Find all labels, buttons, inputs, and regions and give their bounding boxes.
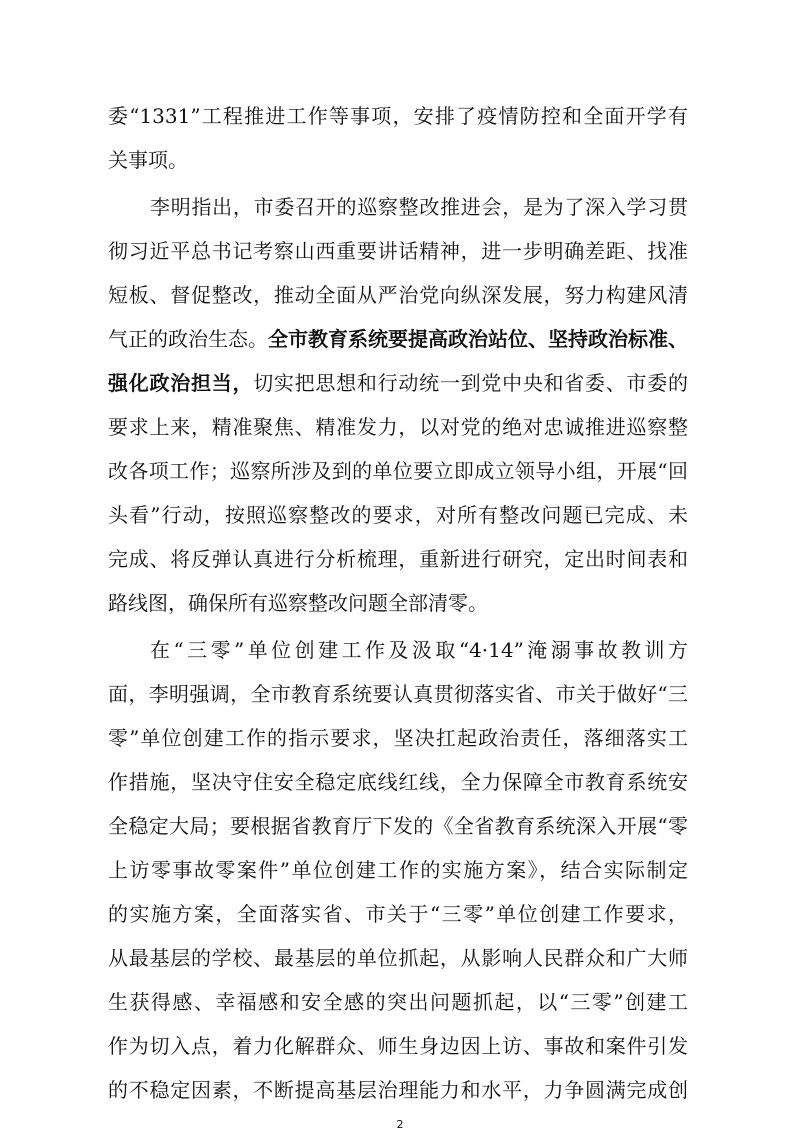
text-line [108, 1026, 688, 1066]
emphasis-text: 强化政治担当， [108, 371, 254, 395]
text-line [108, 850, 688, 890]
text-segment: 的实施方案，全面落实省、市关于“三零”单位创建工作要求， [108, 902, 688, 926]
text-segment: 生获得感、幸福感和安全感的突出问题抓起，以“三零”创建工 [108, 990, 688, 1014]
text-segment: 切实把思想和行动统一到党中央和省委、市委的 [253, 371, 689, 395]
text-segment: 改各项工作；巡察所涉及到的单位要立即成立领导小组，开展“回 [108, 459, 688, 483]
text-segment: 作为切入点，着力化解群众、师生身边因上访、事故和案件引发 [108, 1034, 688, 1058]
text-line [150, 187, 688, 227]
text-line [108, 982, 688, 1022]
text-segment: 在“三零”单位创建工作及汲取“4·14”淹溺事故教训方 [150, 638, 688, 662]
text-line [108, 140, 688, 180]
text-line [108, 495, 688, 535]
text-line [108, 762, 688, 802]
text-line [108, 894, 688, 934]
text-segment: 完成、将反弹认真进行分析梳理，重新进行研究，定出时间表和 [108, 547, 688, 571]
text-line [108, 938, 688, 978]
text-line [150, 630, 688, 670]
text-segment: 路线图，确保所有巡察整改问题全部清零。 [108, 591, 488, 615]
text-segment: 李明指出，市委召开的巡察整改推进会，是为了深入学习贯 [150, 195, 688, 219]
text-segment: 关事项。 [108, 148, 188, 172]
text-line [108, 363, 688, 403]
text-line [108, 96, 688, 136]
text-segment: 全稳定大局；要根据省教育厅下发的《全省教育系统深入开展“零 [108, 814, 688, 838]
text-line [108, 674, 688, 714]
text-line [108, 583, 688, 623]
text-line [108, 806, 688, 846]
text-segment: 上访零事故零案件”单位创建工作的实施方案》，结合实际制定 [108, 858, 688, 882]
text-segment: 短板、督促整改，推动全面从严治党向纵深发展，努力构建风清 [108, 283, 688, 307]
text-segment: 彻习近平总书记考察山西重要讲话精神，进一步明确差距、找准 [108, 239, 688, 263]
text-line [108, 407, 688, 447]
text-segment: 头看”行动，按照巡察整改的要求，对所有整改问题已完成、未 [108, 503, 688, 527]
text-segment: 从最基层的学校、最基层的单位抓起，从影响人民群众和广大师 [108, 946, 688, 970]
text-segment: 作措施，坚决守住安全稳定底线红线，全力保障全市教育系统安 [108, 770, 688, 794]
text-line [108, 231, 688, 271]
text-line [108, 451, 688, 491]
text-line [108, 275, 688, 315]
text-segment: 的不稳定因素，不断提高基层治理能力和水平，力争圆满完成创 [108, 1078, 688, 1102]
text-line [108, 539, 688, 579]
page-number: 2 [396, 1118, 404, 1131]
text-segment: 委“1331”工程推进工作等事项，安排了疫情防控和全面开学有 [108, 104, 688, 128]
emphasis-text: 全市教育系统要提高政治站位、坚持政治标准、 [268, 327, 688, 351]
text-segment: 要求上来，精准聚焦、精准发力，以对党的绝对忠诚推进巡察整 [108, 415, 688, 439]
text-segment: 面，李明强调，全市教育系统要认真贯彻落实省、市关于做好“三 [108, 682, 688, 706]
text-segment: 气正的政治生态。 [108, 327, 268, 351]
text-line [108, 718, 688, 758]
text-line [108, 1070, 688, 1110]
text-line [108, 319, 688, 359]
text-segment: 零”单位创建工作的指示要求，坚决扛起政治责任，落细落实工 [108, 726, 688, 750]
